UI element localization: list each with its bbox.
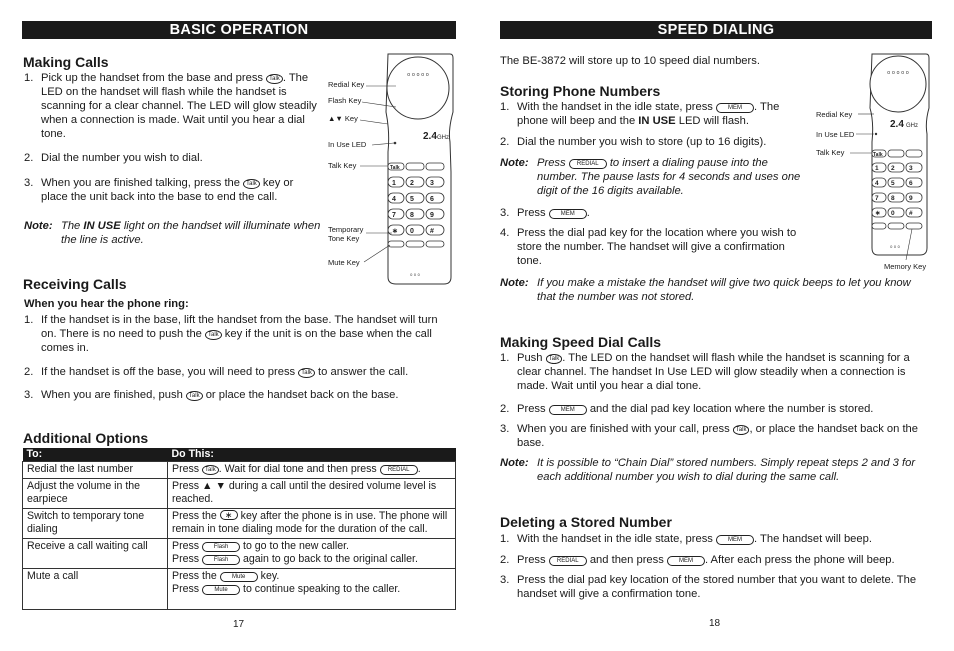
page-number-right: 18 [709, 618, 721, 629]
column-header-to: To: [23, 448, 168, 462]
redial-key-icon: REDIAL [549, 556, 587, 566]
label-redial-key: Redial Key [816, 110, 853, 119]
speed-call-step-2: 2. Press MEM and the dial pad key location where the number is stored. [500, 403, 874, 415]
svg-text:2.4: 2.4 [890, 119, 904, 130]
talk-key-icon: Talk [205, 330, 222, 340]
making-calls-step-1: 1. Pick up the handset from the base and press Talk . The LED on the handset will flash while the handset is scanning for a clear channel. The LED will glow steadily when a connection is made. Wait until you hear a dial tone. [24, 72, 317, 140]
ghz-logo: 2.4 [423, 131, 437, 142]
talk-key-icon: Talk [186, 391, 203, 401]
svg-text:9: 9 [430, 212, 434, 219]
svg-text:3: 3 [430, 180, 434, 187]
svg-text:4: 4 [392, 196, 396, 203]
handset-figure-right [814, 50, 934, 275]
delete-step-2: 2. Press REDIAL and then press MEM . After each press the phone will beep. [500, 554, 895, 566]
column-header-do-this: Do This: [168, 448, 456, 462]
section-header-basic-operation: BASIC OPERATION [22, 21, 456, 39]
section-header-speed-dialing: SPEED DIALING [500, 21, 932, 39]
svg-text:o o o: o o o [890, 244, 900, 249]
heading-making-speed-dial-calls: Making Speed Dial Calls [500, 334, 662, 350]
svg-text:1: 1 [392, 180, 396, 187]
handset-figure-left [326, 52, 456, 290]
table-row: Mute a call Press the Mute key. Press Mute to continue speaking to the caller. [23, 569, 456, 610]
svg-text:Talk: Talk [390, 165, 400, 171]
svg-text:1: 1 [875, 165, 879, 172]
page-number-left: 17 [233, 619, 245, 630]
svg-text:9: 9 [909, 195, 913, 202]
mem-key-icon: MEM [716, 103, 754, 113]
svg-text:o o o: o o o [410, 272, 420, 277]
storing-step-4: 4. Press the dial pad key for the location where you wish to store the number. The handset will give a confirmation tone. [500, 227, 797, 267]
mem-key-icon: MEM [716, 535, 754, 545]
additional-options-table [22, 448, 456, 610]
svg-text:5: 5 [410, 196, 414, 203]
label-in-use-led: In Use LED [816, 130, 855, 139]
handset-illustration [814, 50, 934, 275]
star-key-icon: ∗ [220, 510, 238, 520]
svg-text:#: # [909, 210, 913, 217]
label-talk-key: Talk Key [816, 148, 845, 157]
svg-text:2: 2 [410, 180, 414, 187]
speed-call-note: Note: It is possible to “Chain Dial” stored numbers. Simply repeat steps 2 and 3 for each additional number you wish to dial during the same call. [500, 457, 916, 483]
making-calls-step-2: 2. Dial the number you wish to dial. [24, 152, 203, 164]
svg-text:∗: ∗ [392, 228, 398, 235]
mem-key-icon: MEM [667, 556, 705, 566]
mem-key-icon: MEM [549, 405, 587, 415]
heading-additional-options: Additional Options [23, 430, 149, 446]
talk-key-icon: Talk [546, 354, 563, 364]
svg-text:7: 7 [392, 212, 396, 219]
svg-text:GHz: GHz [437, 135, 449, 141]
mute-key-icon: Mute [220, 572, 258, 582]
talk-key-icon: Talk [266, 74, 283, 84]
heading-making-calls: Making Calls [23, 54, 109, 70]
svg-text:GHz: GHz [906, 123, 918, 129]
redial-key-icon: REDIAL [569, 159, 607, 169]
speed-dial-intro: The BE-3872 will store up to 10 speed dial numbers. [500, 55, 760, 67]
svg-text:2: 2 [891, 165, 895, 172]
table-row: Adjust the volume in the earpiece Press ▲ ▼ during a call until the desired volume level is reached. [23, 479, 456, 509]
receiving-step-2: 2. If the handset is off the base, you will need to press Talk to answer the call. [24, 366, 409, 378]
storing-step-3: 3. Press MEM . [500, 207, 590, 219]
label-temporary-tone-key: Temporary Tone Key [328, 225, 364, 243]
talk-key-icon: Talk [298, 368, 315, 378]
table-row: Redial the last number Press Talk . Wait for dial tone and then press REDIAL . [23, 462, 456, 479]
speed-call-step-1: 1. Push Talk . The LED on the handset will flash while the handset is scanning for a clear channel. The handset In Use LED will glow steadily when a connection is made. Wait until you hear a dial tone. [500, 352, 910, 392]
mute-key-icon: Mute [202, 585, 240, 595]
label-flash-key: Flash Key [328, 96, 362, 105]
svg-text:o o o o o: o o o o o [887, 70, 909, 76]
storing-step-1: 1. With the handset in the idle state, press MEM . The phone will beep and the IN USE LED will flash. [500, 101, 780, 127]
heading-storing-phone-numbers: Storing Phone Numbers [500, 83, 661, 99]
svg-text:Talk: Talk [873, 152, 883, 158]
talk-key-icon: Talk [202, 465, 219, 475]
label-mute-key: Mute Key [328, 258, 360, 267]
mem-key-icon: MEM [549, 209, 587, 219]
label-talk-key: Talk Key [328, 161, 357, 170]
delete-step-3: 3. Press the dial pad key location of the stored number that you want to delete. The handset will give a confirmation tone. [500, 574, 917, 600]
svg-text:7: 7 [875, 195, 879, 202]
svg-text:3: 3 [909, 165, 913, 172]
heading-receiving-calls: Receiving Calls [23, 276, 127, 292]
delete-step-1: 1. With the handset in the idle state, press MEM . The handset will beep. [500, 533, 872, 545]
table-header-row [23, 448, 456, 462]
svg-text:#: # [430, 228, 434, 235]
receiving-step-1: 1. If the handset is in the base, lift the handset from the base. The handset will turn on. There is no need to push the Talk key if the unit is on the base when the call comes in. [24, 314, 438, 354]
making-calls-step-3: 3. When you are finished talking, press the Talk key or place the unit back into the base to end the call. [24, 177, 294, 203]
storing-step-2: 2. Dial the number you wish to store (up to 16 digits). [500, 136, 767, 148]
svg-text:8: 8 [891, 195, 895, 202]
svg-text:o o o o o: o o o o o [407, 72, 429, 78]
label-memory-key: Memory Key [884, 262, 927, 271]
speed-call-step-3: 3. When you are finished with your call, press Talk , or place the handset back on the base. [500, 423, 919, 449]
svg-text:4: 4 [875, 180, 879, 187]
talk-key-icon: Talk [733, 425, 750, 435]
talk-key-icon: Talk [243, 179, 260, 189]
svg-text:5: 5 [891, 180, 895, 187]
svg-text:∗: ∗ [875, 210, 881, 217]
making-calls-note: Note: The IN USE light on the handset will illuminate when the line is active. [24, 220, 321, 246]
svg-text:6: 6 [909, 180, 913, 187]
table-row: Receive a call waiting call Press Flash to go to the new caller. Press Flash again to go back to the original caller. [23, 539, 456, 569]
storing-note-pause: Note: Press REDIAL to insert a dialing pause into the number. The pause lasts for 4 seconds and uses one digit of the 16 digits available. [500, 157, 801, 197]
svg-text:0: 0 [891, 210, 895, 217]
svg-text:8: 8 [410, 212, 414, 219]
heading-deleting-stored-number: Deleting a Stored Number [500, 514, 672, 530]
receiving-step-3: 3. When you are finished, push Talk or place the handset back on the base. [24, 389, 399, 401]
svg-text:0: 0 [410, 228, 414, 235]
storing-note-mistake: Note: If you make a mistake the handset will give two quick beeps to let you know that the number was not stored. [500, 277, 911, 303]
label-in-use-led: In Use LED [328, 140, 367, 149]
table-row: Switch to temporary tone dialing Press the ∗ key after the phone is in use. The phone will remain in tone dialing mode for the duration of the call. [23, 509, 456, 539]
label-redial-key: Redial Key [328, 80, 365, 89]
flash-key-icon: Flash [202, 555, 240, 565]
receiving-subheading: When you hear the phone ring: [24, 298, 189, 310]
svg-text:6: 6 [430, 196, 434, 203]
label-volume-key: ▲▼ Key [328, 114, 358, 123]
flash-key-icon: Flash [202, 542, 240, 552]
redial-key-icon: REDIAL [380, 465, 418, 475]
